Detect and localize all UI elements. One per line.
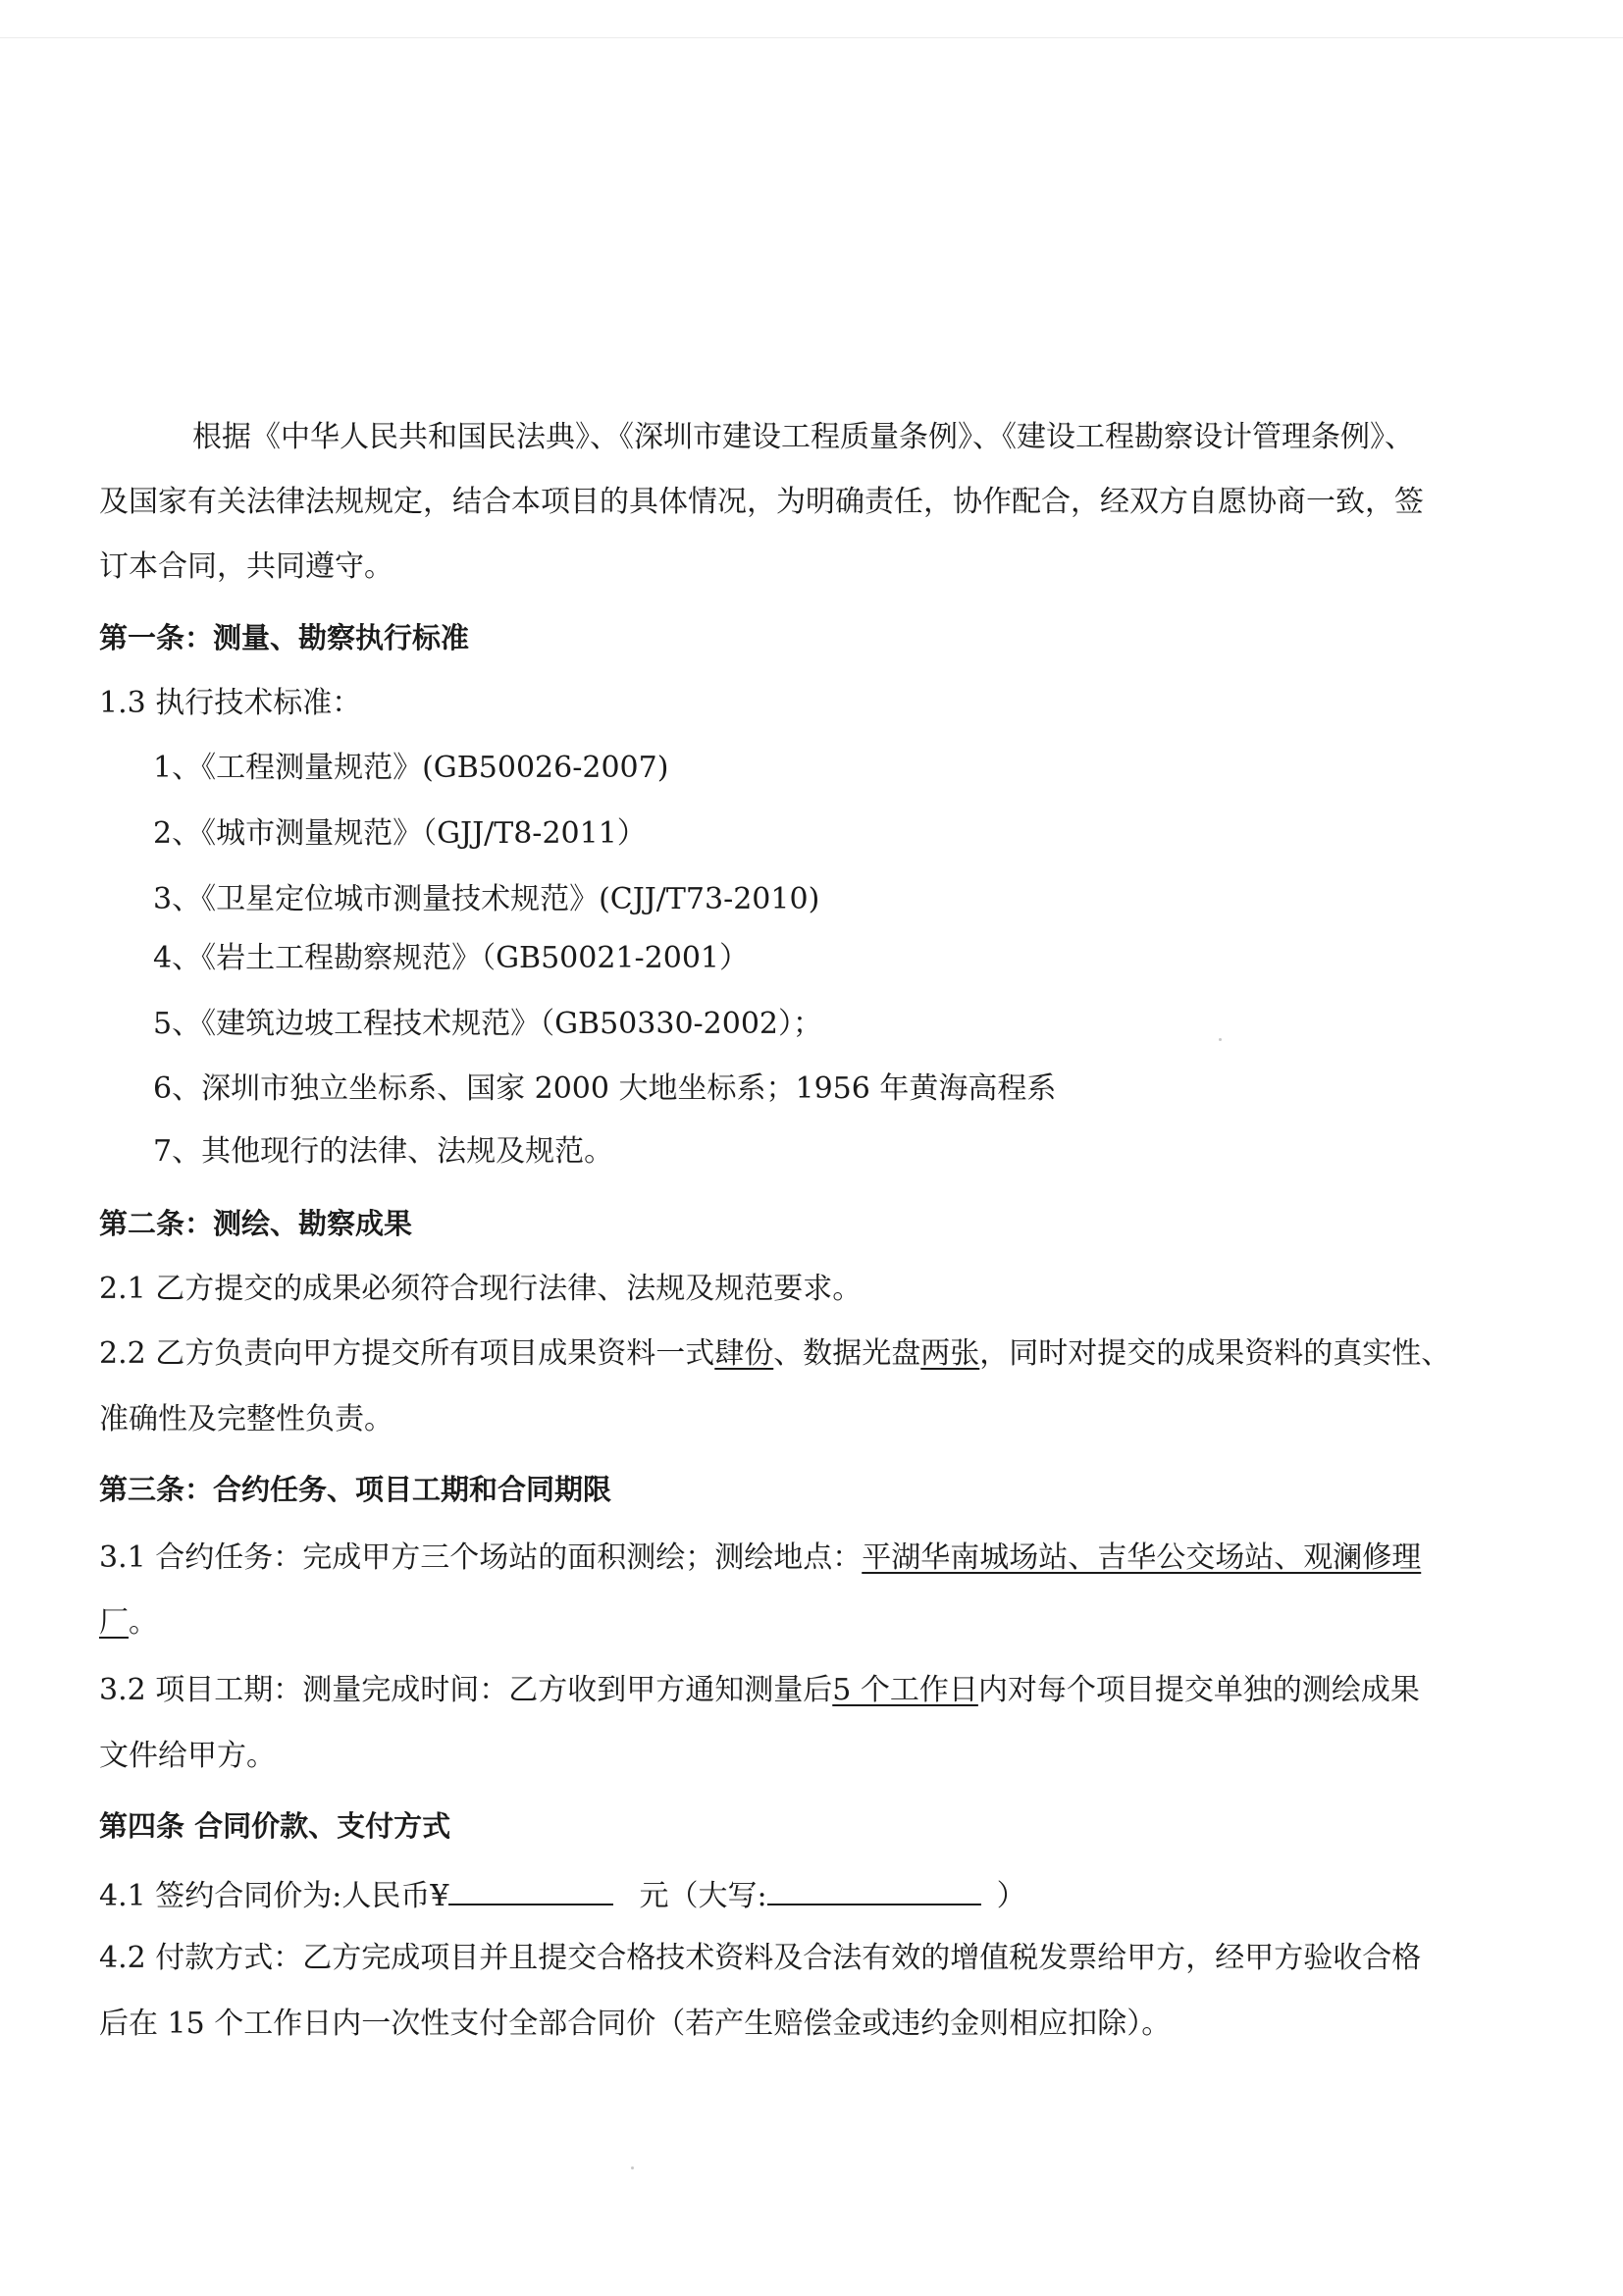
- standard-item-5: 5、《建筑边坡工程技术规范》（GB50330-2002）；: [153, 1007, 823, 1041]
- article-3-heading: 第三条：合约任务、项目工期和合同期限: [99, 1473, 612, 1506]
- preamble-line-2: 及国家有关法律法规规定，结合本项目的具体情况，为明确责任，协作配合，经双方自愿协商一致，签: [99, 485, 1424, 519]
- item-2-text-b: 内对每个项目提交单独的测绘成果: [977, 1673, 1420, 1707]
- item-2-text-b: 、数据光盘: [773, 1336, 921, 1371]
- article-4-item-1: [99, 1872, 1026, 1916]
- article-3-item-2-cont: 文件给甲方。: [99, 1739, 276, 1773]
- scan-edge-line: [0, 37, 1623, 38]
- article-2-item-2: [99, 1334, 1450, 1374]
- item-1-text: 3.1 合约任务：完成甲方三个场站的面积测绘；测绘地点：: [99, 1540, 863, 1575]
- article-3-item-1: [99, 1539, 1421, 1578]
- price-close: ）: [996, 1879, 1026, 1913]
- article-2-item-1: 2.1 乙方提交的成果必须符合现行法律、法规及规范要求。: [99, 1272, 863, 1306]
- disc-count: 两张: [920, 1336, 980, 1371]
- article-4-item-2: 4.2 付款方式：乙方完成项目并且提交合格技术资料及合法有效的增值税发票给甲方，经甲方验收合格: [99, 1941, 1422, 1975]
- standard-item-3: 3、《卫星定位城市测量技术规范》(CJJ/T73-2010): [153, 882, 820, 916]
- scan-speck: [1219, 1038, 1222, 1041]
- scan-speck: [631, 2166, 634, 2169]
- price-words-label: 元（大写:: [639, 1879, 767, 1913]
- survey-locations: 平湖华南城场站、吉华公交场站、观澜修理: [862, 1540, 1422, 1575]
- item-2-text-a: 3.2 项目工期：测量完成时间：乙方收到甲方通知测量后: [99, 1673, 833, 1707]
- item-2-text-a: 2.2 乙方负责向甲方提交所有项目成果资料一式: [99, 1336, 715, 1371]
- preamble-line-1: 根据《中华人民共和国民法典》、《深圳市建设工程质量条例》、《建设工程勘察设计管理条例》、: [192, 420, 1414, 454]
- article-2-heading: 第二条：测绘、勘察成果: [99, 1207, 413, 1240]
- article-4-item-2-cont: 后在 15 个工作日内一次性支付全部合同价（若产生赔偿金或违约金则相应扣除）。: [99, 2007, 1172, 2041]
- article-2-item-2-cont: 准确性及完整性负责。: [99, 1402, 393, 1436]
- standard-item-1: 1、《工程测量规范》(GB50026-2007): [153, 751, 669, 785]
- item-1-end: 。: [129, 1605, 158, 1640]
- price-amount-blank: [448, 1872, 613, 1905]
- preamble-line-3: 订本合同，共同遵守。: [99, 549, 393, 584]
- item-2-text-c: ，同时对提交的成果资料的真实性、: [979, 1336, 1451, 1371]
- standard-item-4: 4、《岩土工程勘察规范》（GB50021-2001）: [153, 941, 750, 975]
- price-label: 4.1 签约合同价为:人民币¥: [99, 1879, 449, 1913]
- standard-item-7: 7、其他现行的法律、法规及规范。: [153, 1134, 614, 1169]
- copies-count: 肆份: [714, 1336, 774, 1371]
- work-days: 5 个工作日: [832, 1673, 978, 1707]
- article-4-heading: 第四条 合同价款、支付方式: [99, 1809, 451, 1843]
- article-3-item-1-cont: [99, 1603, 158, 1643]
- article-1-heading: 第一条：测量、勘察执行标准: [99, 621, 470, 654]
- standard-item-6: 6、深圳市独立坐标系、国家 2000 大地坐标系；1956 年黄海高程系: [153, 1071, 1057, 1106]
- survey-locations-cont: 厂: [99, 1605, 129, 1640]
- article-3-item-2: [99, 1671, 1420, 1710]
- article-1-subsection: 1.3 执行技术标准：: [99, 686, 362, 720]
- standard-item-2: 2、《城市测量规范》（GJJ/T8-2011）: [153, 816, 647, 851]
- price-words-blank: [767, 1872, 981, 1905]
